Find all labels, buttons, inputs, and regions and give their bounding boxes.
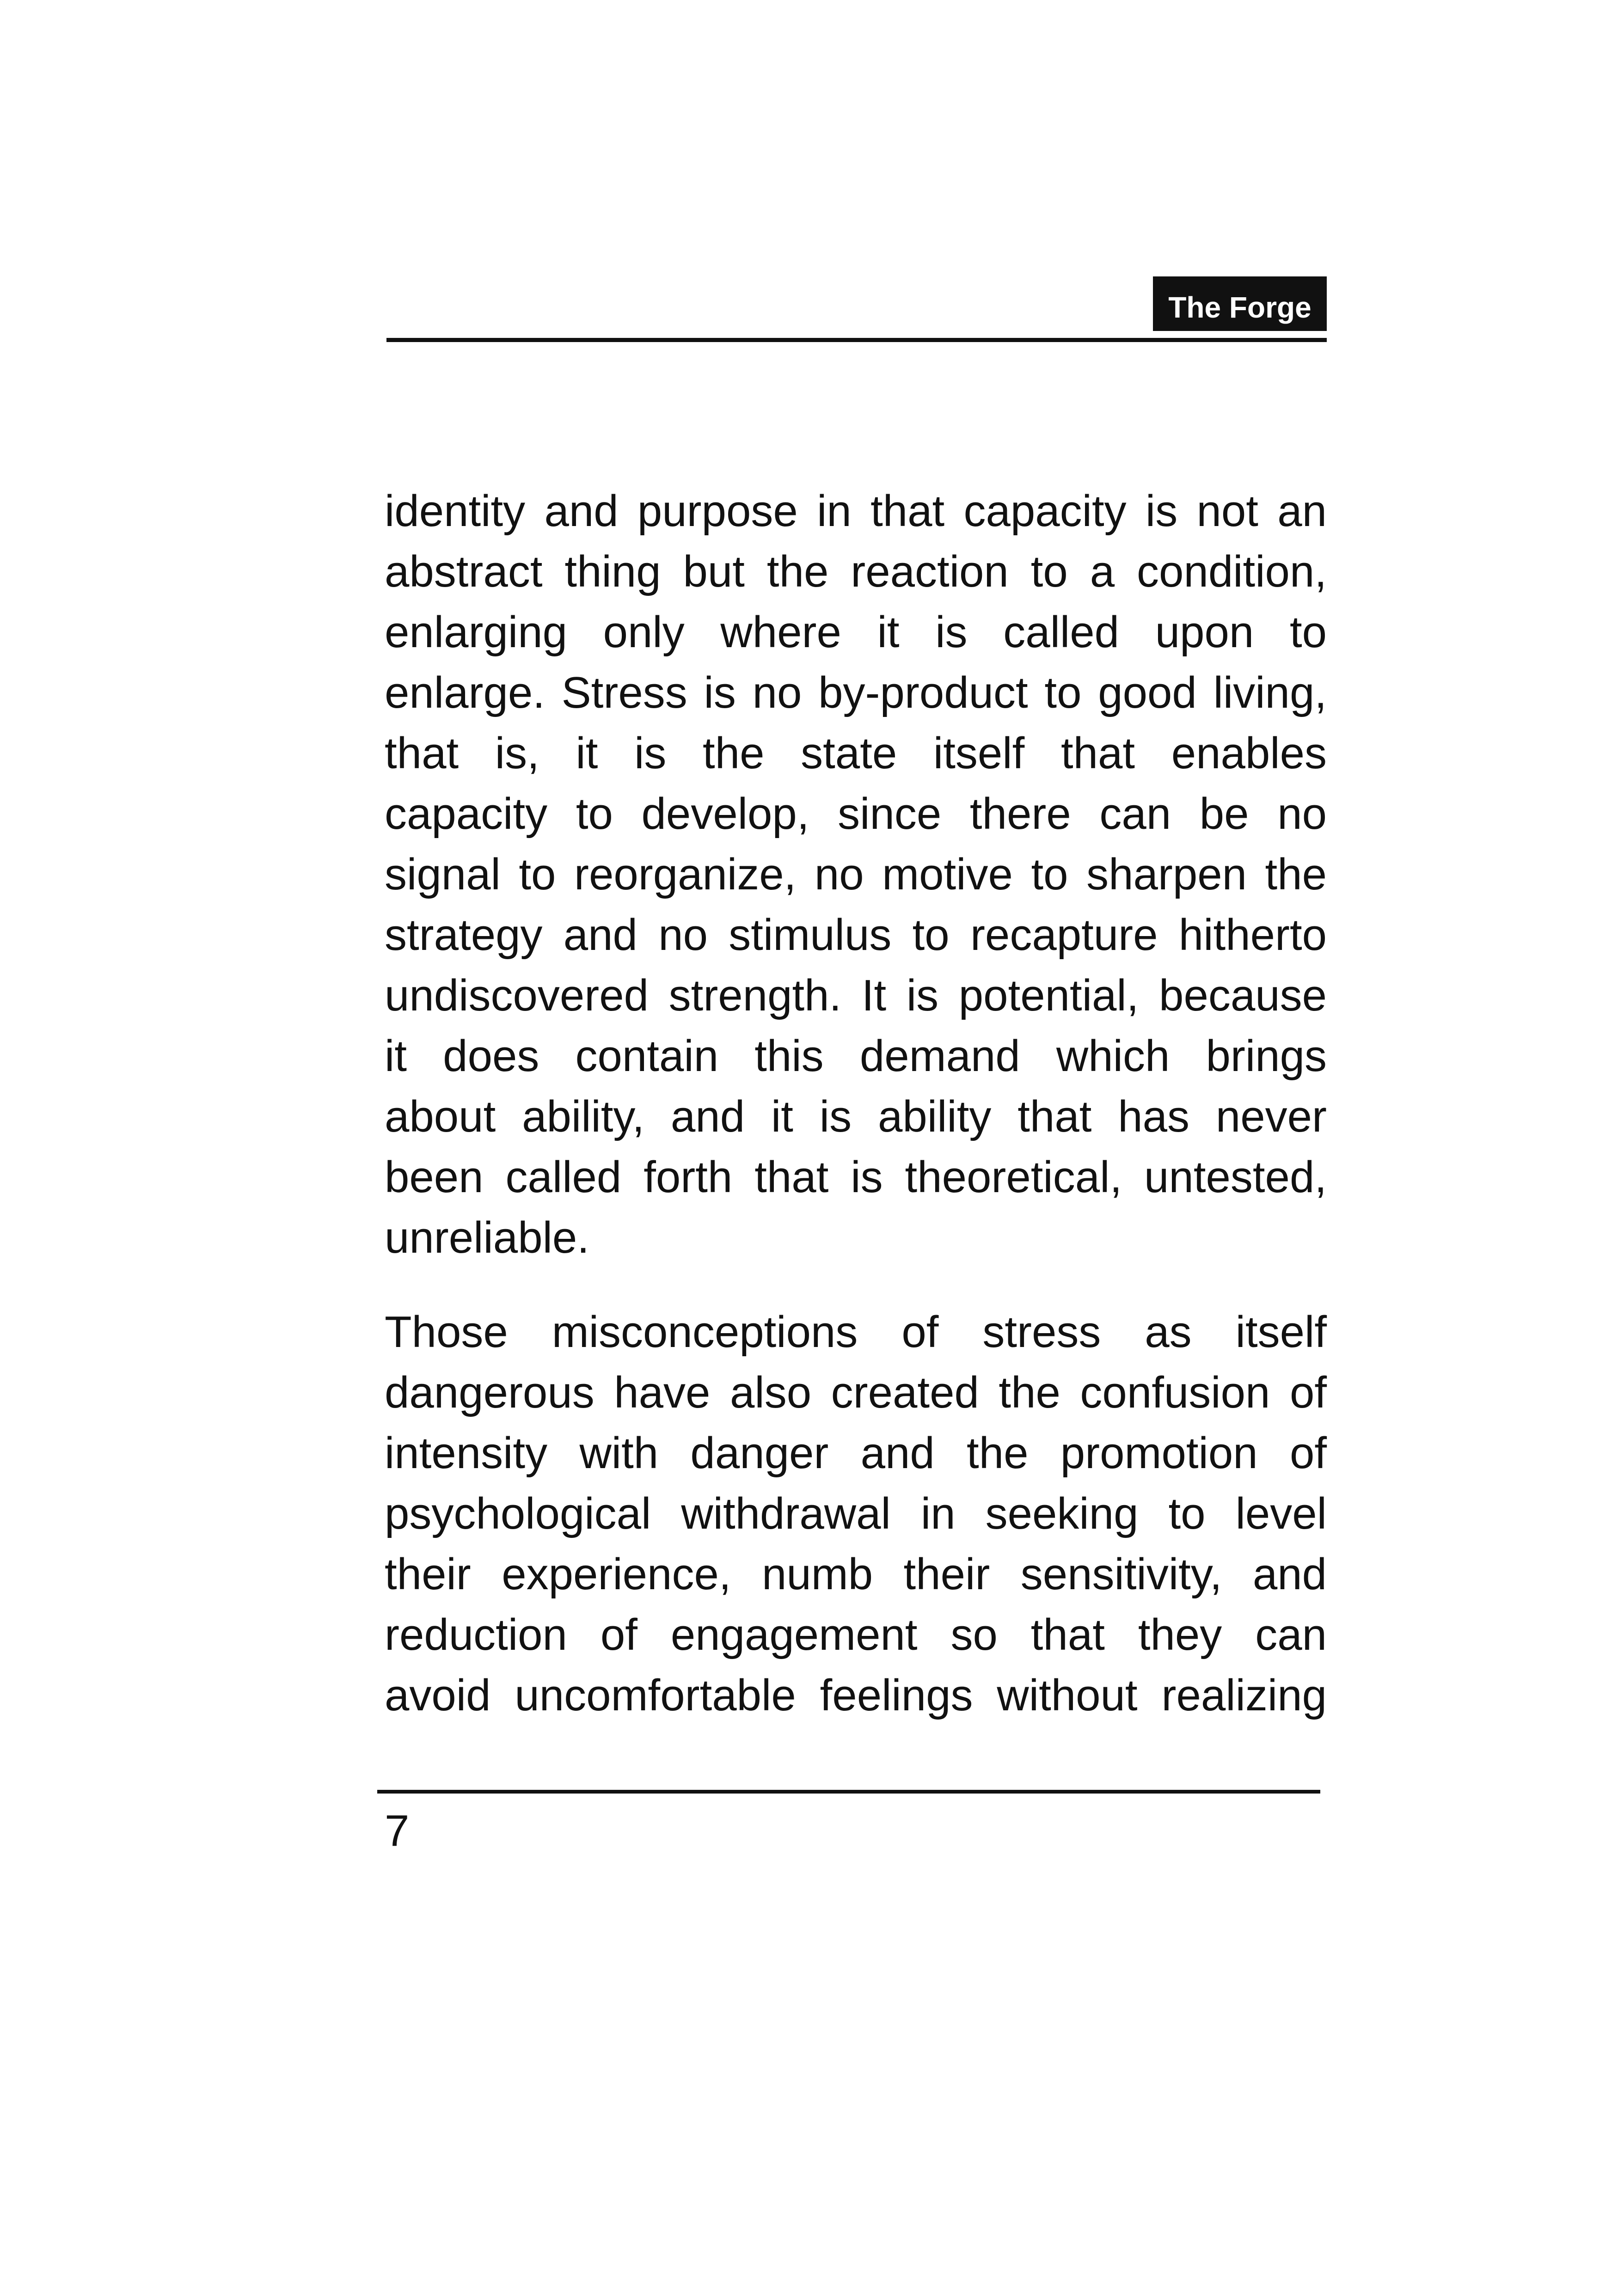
text-line: enlarge. Stress is no by-product to good living, (385, 668, 1327, 717)
text-line: enlarging only where it is called upon to (385, 607, 1327, 657)
text-line: that is, it is the state itself that enables (385, 729, 1327, 778)
text-line: it does contain this demand which brings (385, 1031, 1327, 1081)
text-line: psychological withdrawal in seeking to level (385, 1489, 1327, 1538)
paragraph-spacer (385, 1268, 1327, 1302)
text-line: dangerous have also created the confusion of (385, 1368, 1327, 1417)
body-text (385, 481, 1327, 1726)
text-line: signal to reorganize, no motive to sharpen the (385, 850, 1327, 899)
text-line: avoid uncomfortable feelings without realizing (385, 1671, 1327, 1720)
text-line: identity and purpose in that capacity is not an (385, 486, 1327, 536)
text-line: undiscovered strength. It is potential, because (385, 971, 1327, 1020)
text-line: abstract thing but the reaction to a condition, (385, 547, 1327, 596)
text-line: unreliable. (385, 1213, 589, 1262)
running-header-title: The Forge (1153, 276, 1327, 331)
footer-rule (377, 1790, 1320, 1794)
paragraph-1 (385, 481, 1327, 1268)
text-line: their experience, numb their sensitivity, and (385, 1549, 1327, 1599)
text-line: intensity with danger and the promotion of (385, 1428, 1327, 1478)
text-line: reduction of engagement so that they can (385, 1610, 1327, 1659)
paragraph-2 (385, 1302, 1327, 1726)
header-rule (386, 338, 1327, 342)
text-line: about ability, and it is ability that has never (385, 1092, 1327, 1141)
text-line: been called forth that is theoretical, untested, (385, 1152, 1327, 1202)
text-line: Those misconceptions of stress as itself (385, 1307, 1327, 1357)
page-number: 7 (385, 1806, 410, 1855)
text-line: capacity to develop, since there can be no (385, 789, 1327, 839)
text-line: strategy and no stimulus to recapture hitherto (385, 910, 1327, 960)
